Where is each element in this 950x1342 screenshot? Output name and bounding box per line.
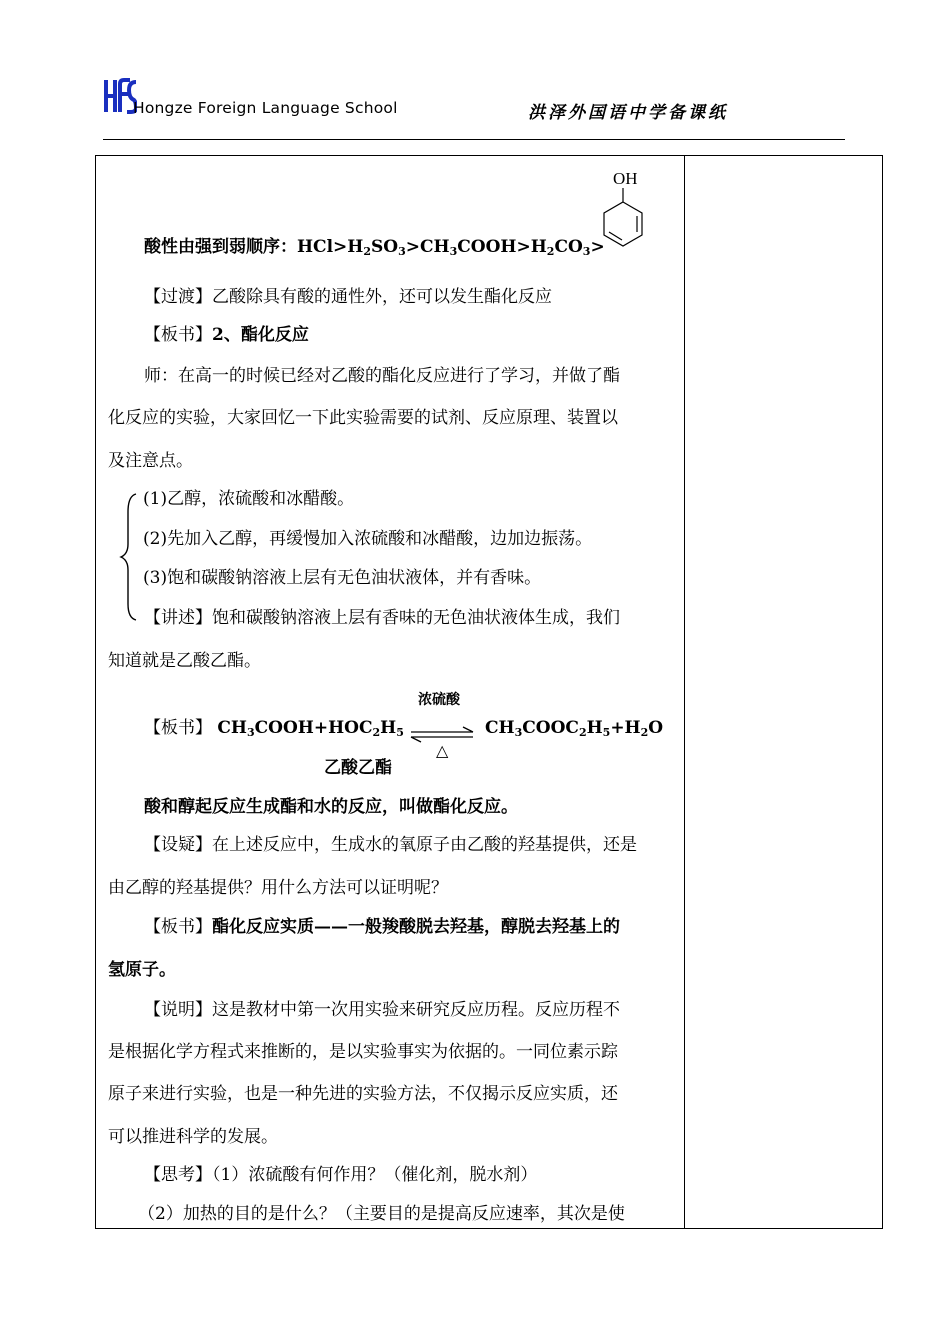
board3-line-2: 氢原子。	[108, 960, 176, 980]
think-q1: 【思考】（1）浓硫酸有何作用？（催化剂，脱水剂）	[144, 1165, 538, 1185]
acidity-order: 酸性由强到弱顺序：$HCl>H_2SO_3>CH_3COOH>H_2CO_3>$	[144, 237, 605, 258]
header-rule	[103, 139, 845, 140]
equation-line: 【板书】 $CH_3COOH+HOC_2H_5$	[144, 718, 404, 739]
reagent-item-2: (2)先加入乙醇，再缓慢加入浓硫酸和冰醋酸，边加边振荡。	[143, 529, 593, 549]
transition-line: 【过渡】乙酸除具有酸的通性外，还可以发生酯化反应	[144, 287, 552, 307]
explain-line-4: 可以推进科学的发展。	[108, 1127, 278, 1147]
think-q2: （2）加热的目的是什么？（主要目的是提高反应速率，其次是使	[138, 1204, 625, 1224]
hfls-logo-icon	[103, 78, 137, 114]
school-name-cn: 洪泽外国语中学备课纸	[528, 103, 728, 123]
lesson-table	[95, 155, 883, 1229]
reagent-item-1: (1)乙醇，浓硫酸和冰醋酸。	[143, 489, 355, 509]
teacher-line-1: 师：在高一的时候已经对乙酸的酯化反应进行了学习，并做了酯	[144, 366, 620, 386]
catalyst-label: 浓硫酸	[418, 692, 460, 708]
heat-symbol: △	[436, 741, 449, 760]
lecture-line-1: 【讲述】饱和碳酸钠溶液上层有香味的无色油状液体生成，我们	[144, 608, 620, 628]
explain-line-2: 是根据化学方程式来推断的，是以实验事实为依据的。一同位素示踪	[108, 1042, 618, 1062]
page-header	[103, 78, 848, 140]
equation-products: $CH_3COOC_2H_5+H_2O$	[485, 718, 664, 739]
definition-line: 酸和醇起反应生成酯和水的反应，叫做酯化反应。	[144, 797, 518, 817]
lecture-line-2: 知道就是乙酸乙酯。	[108, 651, 261, 671]
phenol-label: OH	[613, 169, 638, 188]
teacher-line-3: 及注意点。	[108, 451, 193, 471]
product-name: 乙酸乙酯	[324, 758, 392, 778]
question-line-1: 【设疑】在上述反应中，生成水的氧原子由乙酸的羟基提供，还是	[144, 835, 637, 855]
board3-line-1: 【板书】酯化反应实质——一般羧酸脱去羟基，醇脱去羟基上的	[144, 917, 620, 937]
reagent-item-3: (3)饱和碳酸钠溶液上层有无色油状液体，并有香味。	[143, 568, 542, 588]
teacher-line-2: 化反应的实验，大家回忆一下此实验需要的试剂、反应原理、装置以	[108, 408, 618, 428]
left-brace-icon	[118, 492, 140, 622]
board1-line: 【板书】2、酯化反应	[144, 325, 309, 345]
school-name-en: Hongze Foreign Language School	[133, 99, 398, 117]
question-line-2: 由乙醇的羟基提供？用什么方法可以证明呢？	[108, 878, 448, 898]
explain-line-1: 【说明】这是教材中第一次用实验来研究反应历程。反应历程不	[144, 1000, 620, 1020]
explain-line-3: 原子来进行实验，也是一种先进的实验方法，不仅揭示反应实质，还	[108, 1084, 618, 1104]
